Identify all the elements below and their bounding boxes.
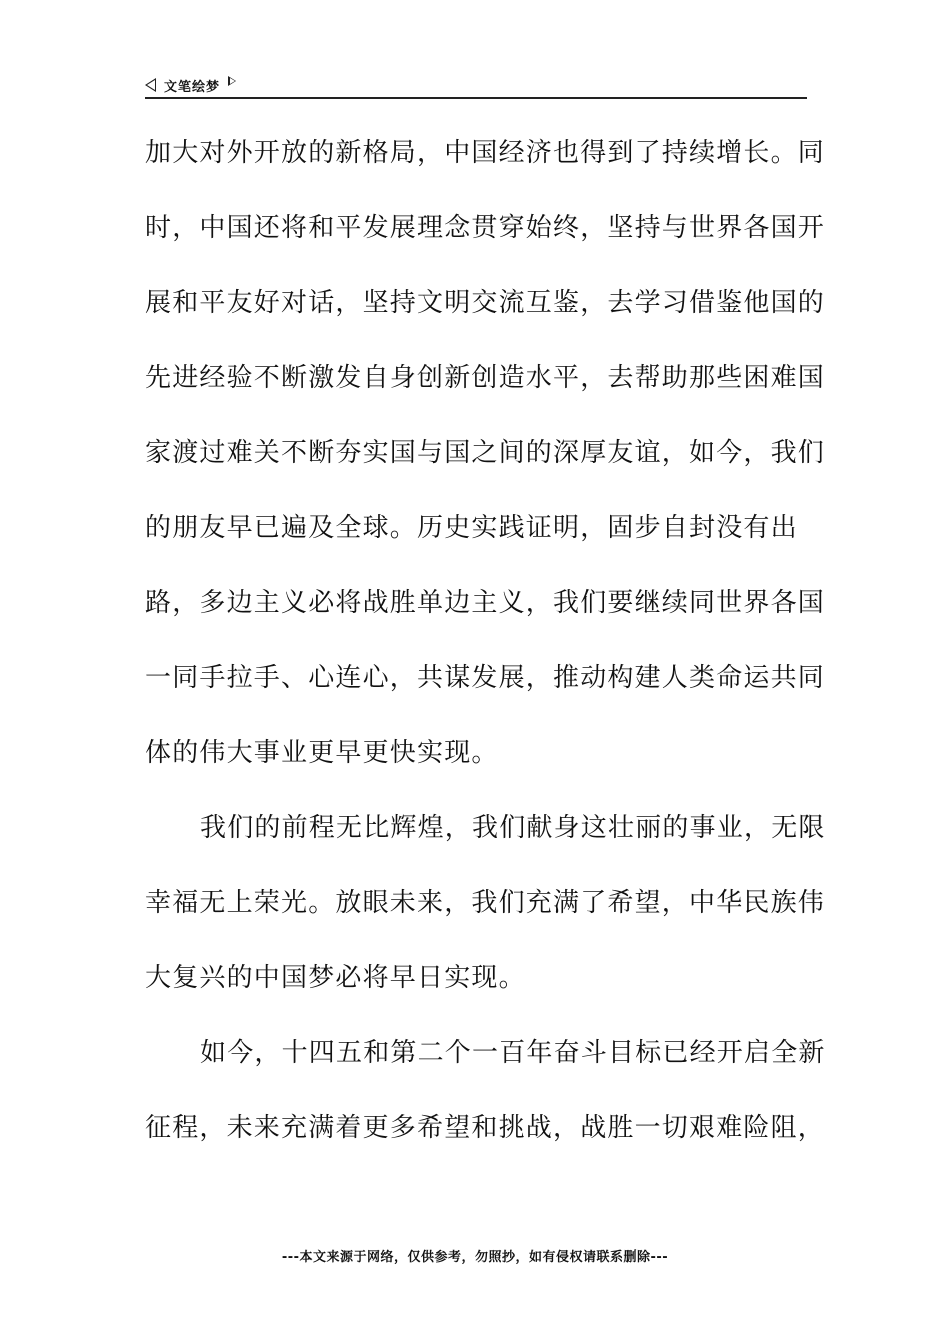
paragraph-start-line: 如今，十四五和第二个一百年奋斗目标已经开启全新 bbox=[200, 1038, 826, 1068]
right-triangle-icon bbox=[228, 76, 236, 86]
body-line: 一同手拉手、心连心，共谋发展，推动构建人类命运共同 bbox=[145, 663, 826, 693]
body-line: 先进经验不断激发自身创新创造水平，去帮助那些困难国 bbox=[145, 363, 826, 393]
header-divider bbox=[145, 97, 807, 99]
left-triangle-icon bbox=[145, 78, 156, 92]
document-body bbox=[145, 130, 826, 1180]
body-line: 征程，未来充满着更多希望和挑战，战胜一切艰难险阻， bbox=[145, 1113, 826, 1143]
body-line: 加大对外开放的新格局，中国经济也得到了持续增长。同 bbox=[145, 138, 826, 168]
page-header bbox=[145, 72, 807, 98]
body-line: 体的伟大事业更早更快实现。 bbox=[145, 738, 499, 768]
body-line: 家渡过难关不断夯实国与国之间的深厚友谊，如今，我们 bbox=[145, 438, 826, 468]
body-line: 时，中国还将和平发展理念贯穿始终，坚持与世界各国开 bbox=[145, 213, 826, 243]
body-line: 展和平友好对话，坚持文明交流互鉴，去学习借鉴他国的 bbox=[145, 288, 826, 318]
header-brand: 文笔绘梦 bbox=[164, 79, 221, 95]
body-line: 大复兴的中国梦必将早日实现。 bbox=[145, 963, 526, 993]
body-line: 幸福无上荣光。放眼未来，我们充满了希望，中华民族伟 bbox=[145, 888, 826, 918]
paragraph-start-line: 我们的前程无比辉煌，我们献身这壮丽的事业，无限 bbox=[200, 813, 826, 843]
footer-disclaimer: ---本文来源于网络，仅供参考，勿照抄，如有侵权请联系删除--- bbox=[281, 1250, 669, 1265]
body-line: 路，多边主义必将战胜单边主义，我们要继续同世界各国 bbox=[145, 588, 826, 618]
body-line: 的朋友早已遍及全球。历史实践证明，固步自封没有出 bbox=[145, 513, 798, 543]
